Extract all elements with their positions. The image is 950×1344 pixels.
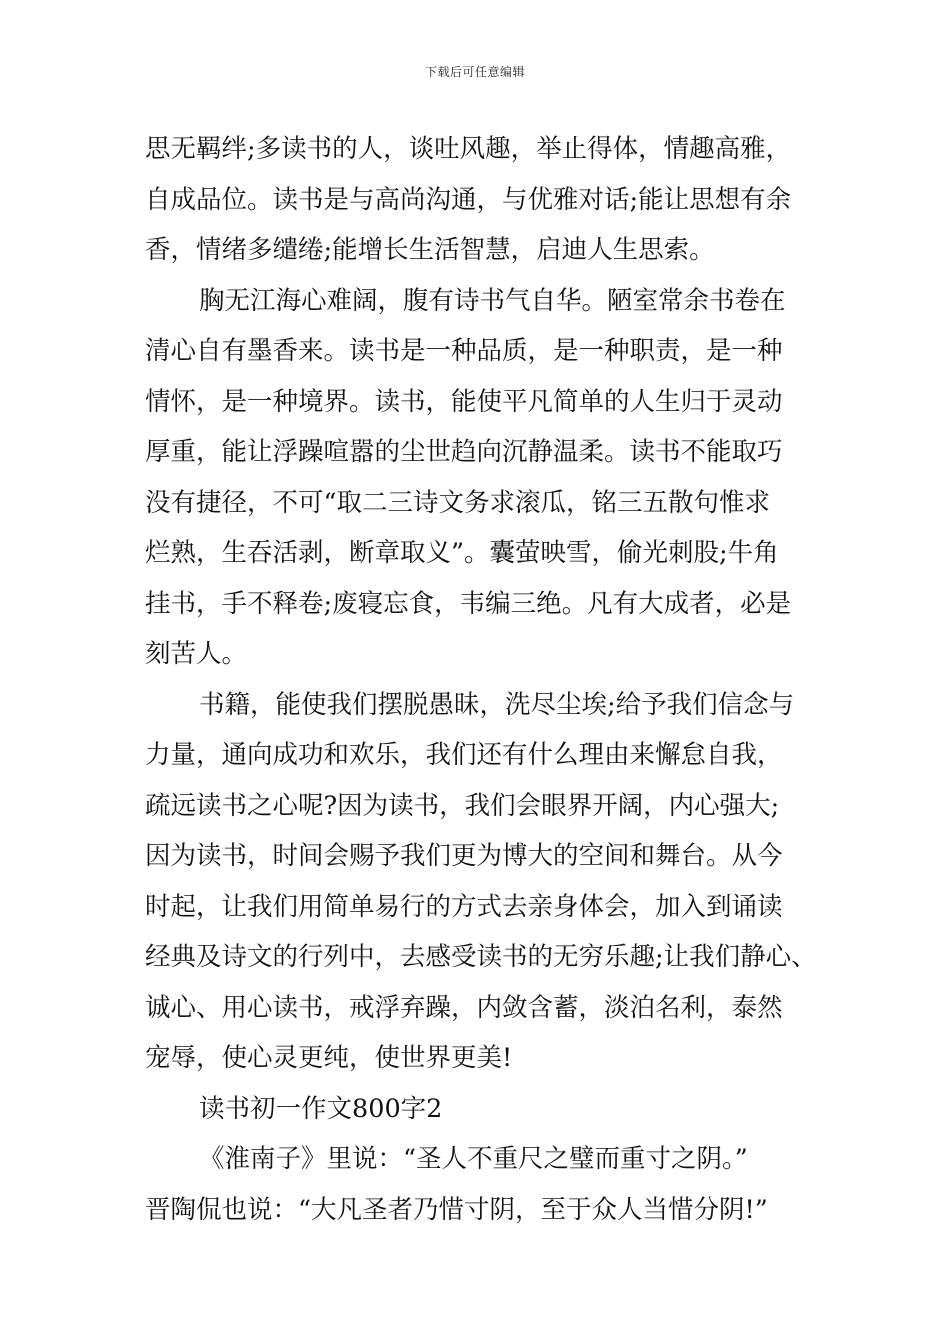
text-line: 疏远读书之心呢?因为读书，我们会眼界开阔，内心强大; xyxy=(145,790,780,821)
text-line: 情怀，是一种境界。读书，能使平凡简单的人生归于灵动 xyxy=(145,386,783,417)
text-line: 挂书，手不释卷;废寝忘食，韦编三绝。凡有大成者，必是 xyxy=(145,588,792,619)
text-line: 力量，通向成功和欢乐，我们还有什么理由来懈怠自我， xyxy=(145,740,783,770)
text-line: 宠辱，使心灵更纯，使世界更美! xyxy=(145,1043,513,1073)
paragraph-first-line: 《淮南子》里说：“圣人不重尺之璧而重寸之阴。” xyxy=(199,1144,748,1174)
text-line: 没有捷径，不可“取二三诗文务求滚瓜，铭三五散句惟求 xyxy=(145,487,771,518)
text-line: 经典及诗文的行列中，去感受读书的无穷乐趣;让我们静心、 xyxy=(145,942,817,972)
document-body xyxy=(145,124,817,1235)
text-line: 思无羁绊;多读书的人，谈吐风趣，举止得体，情趣高雅， xyxy=(145,134,792,164)
text-line: 清心自有墨香来。读书是一种品质，是一种职责，是一种 xyxy=(145,336,783,366)
text-line: 香，情绪多缱绻;能增长生活智慧，启迪人生思索。 xyxy=(145,235,715,265)
text-line: 自成品位。读书是与高尚沟通，与优雅对话;能让思想有余 xyxy=(145,184,792,215)
page-header: 下载后可任意编辑 xyxy=(424,65,525,79)
paragraph-first-line: 胸无江海心难阔，腹有诗书气自华。陋室常余书卷在 xyxy=(199,285,786,316)
text-line: 时起，让我们用简单易行的方式去亲身体会，加入到诵读 xyxy=(145,891,783,922)
text-line: 厚重，能让浮躁喧嚣的尘世趋向沉静温柔。读书不能取巧 xyxy=(145,437,783,467)
section-heading: 读书初一作文800字2 xyxy=(199,1093,443,1124)
text-line: 刻苦人。 xyxy=(145,639,248,669)
text-line: 诚心、用心读书，戒浮弃躁，内敛含蓄，淡泊名利，泰然 xyxy=(145,992,783,1023)
text-line: 烂熟，生吞活剥，断章取义”。囊萤映雪，偷光刺股;牛角 xyxy=(145,538,779,568)
text-line: 晋陶侃也说：“大凡圣者乃惜寸阴，至于众人当惜分阴!” xyxy=(145,1194,768,1225)
text-line: 因为读书，时间会赐予我们更为博大的空间和舞台。从今 xyxy=(145,841,783,871)
paragraph-first-line: 书籍，能使我们摆脱愚昧，洗尽尘埃;给予我们信念与 xyxy=(199,689,795,720)
